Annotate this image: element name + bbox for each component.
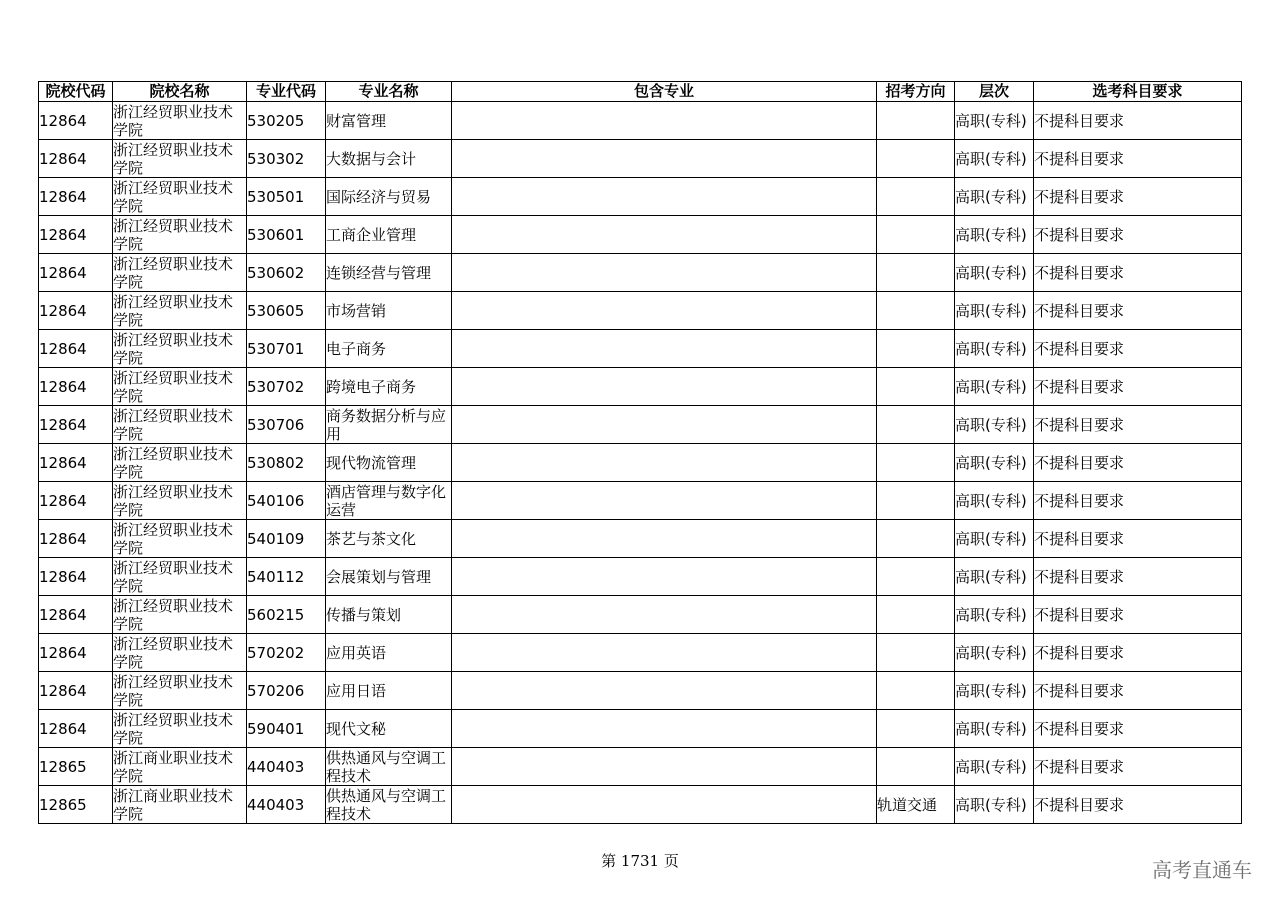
- table-row: [39, 596, 1242, 634]
- cell-includes: [452, 596, 877, 634]
- cell-major-code: 530205: [247, 102, 326, 140]
- cell-major-code: 530706: [247, 406, 326, 444]
- table-row: [39, 406, 1242, 444]
- cell-requirement: 不提科目要求: [1034, 786, 1242, 824]
- cell-school-name: 浙江经贸职业技术学院: [113, 368, 247, 406]
- cell-requirement: 不提科目要求: [1034, 558, 1242, 596]
- cell-level: 高职(专科): [955, 254, 1034, 292]
- table-row: [39, 178, 1242, 216]
- table-row: [39, 140, 1242, 178]
- cell-level: 高职(专科): [955, 634, 1034, 672]
- cell-major-name: 连锁经营与管理: [326, 254, 452, 292]
- cell-includes: [452, 216, 877, 254]
- cell-includes: [452, 368, 877, 406]
- table-row: [39, 558, 1242, 596]
- cell-requirement: 不提科目要求: [1034, 178, 1242, 216]
- cell-requirement: 不提科目要求: [1034, 368, 1242, 406]
- cell-school-code: 12864: [39, 368, 113, 406]
- cell-major-code: 570202: [247, 634, 326, 672]
- table-row: [39, 330, 1242, 368]
- cell-major-code: 530802: [247, 444, 326, 482]
- cell-major-code: 530602: [247, 254, 326, 292]
- cell-requirement: 不提科目要求: [1034, 520, 1242, 558]
- cell-school-code: 12864: [39, 292, 113, 330]
- table-row: [39, 368, 1242, 406]
- cell-school-code: 12864: [39, 102, 113, 140]
- cell-major-name: 工商企业管理: [326, 216, 452, 254]
- cell-major-code: 560215: [247, 596, 326, 634]
- cell-level: 高职(专科): [955, 140, 1034, 178]
- cell-school-name: 浙江经贸职业技术学院: [113, 672, 247, 710]
- cell-school-name: 浙江经贸职业技术学院: [113, 406, 247, 444]
- cell-school-code: 12865: [39, 748, 113, 786]
- cell-major-code: 440403: [247, 786, 326, 824]
- cell-major-code: 540106: [247, 482, 326, 520]
- cell-school-name: 浙江经贸职业技术学院: [113, 178, 247, 216]
- table-row: [39, 634, 1242, 672]
- cell-major-name: 酒店管理与数字化运营: [326, 482, 452, 520]
- cell-direction: [877, 330, 955, 368]
- cell-level: 高职(专科): [955, 406, 1034, 444]
- table-row: [39, 482, 1242, 520]
- cell-major-name: 财富管理: [326, 102, 452, 140]
- admissions-table: [38, 81, 1242, 824]
- cell-school-name: 浙江经贸职业技术学院: [113, 330, 247, 368]
- cell-direction: [877, 216, 955, 254]
- cell-direction: [877, 558, 955, 596]
- cell-level: 高职(专科): [955, 368, 1034, 406]
- cell-includes: [452, 178, 877, 216]
- cell-direction: [877, 520, 955, 558]
- cell-major-name: 会展策划与管理: [326, 558, 452, 596]
- cell-includes: [452, 558, 877, 596]
- cell-direction: [877, 254, 955, 292]
- cell-includes: [452, 330, 877, 368]
- cell-direction: [877, 748, 955, 786]
- cell-major-name: 市场营销: [326, 292, 452, 330]
- table-row: [39, 672, 1242, 710]
- cell-level: 高职(专科): [955, 444, 1034, 482]
- cell-major-code: 440403: [247, 748, 326, 786]
- cell-level: 高职(专科): [955, 558, 1034, 596]
- cell-requirement: 不提科目要求: [1034, 444, 1242, 482]
- cell-includes: [452, 748, 877, 786]
- cell-school-name: 浙江经贸职业技术学院: [113, 558, 247, 596]
- cell-level: 高职(专科): [955, 292, 1034, 330]
- cell-major-code: 530702: [247, 368, 326, 406]
- cell-school-code: 12864: [39, 444, 113, 482]
- cell-direction: [877, 672, 955, 710]
- cell-school-name: 浙江经贸职业技术学院: [113, 216, 247, 254]
- cell-major-name: 商务数据分析与应用: [326, 406, 452, 444]
- table-row: [39, 444, 1242, 482]
- table-body: [39, 102, 1242, 824]
- cell-major-name: 现代文秘: [326, 710, 452, 748]
- cell-direction: [877, 634, 955, 672]
- cell-school-code: 12864: [39, 672, 113, 710]
- cell-requirement: 不提科目要求: [1034, 292, 1242, 330]
- cell-requirement: 不提科目要求: [1034, 596, 1242, 634]
- cell-includes: [452, 140, 877, 178]
- cell-school-name: 浙江经贸职业技术学院: [113, 444, 247, 482]
- cell-requirement: 不提科目要求: [1034, 330, 1242, 368]
- cell-direction: [877, 368, 955, 406]
- cell-requirement: 不提科目要求: [1034, 216, 1242, 254]
- cell-school-name: 浙江经贸职业技术学院: [113, 520, 247, 558]
- cell-school-name: 浙江经贸职业技术学院: [113, 102, 247, 140]
- cell-school-code: 12864: [39, 710, 113, 748]
- cell-includes: [452, 406, 877, 444]
- cell-direction: [877, 596, 955, 634]
- cell-direction: [877, 444, 955, 482]
- cell-includes: [452, 292, 877, 330]
- table-row: [39, 748, 1242, 786]
- cell-level: 高职(专科): [955, 102, 1034, 140]
- cell-level: 高职(专科): [955, 216, 1034, 254]
- cell-direction: [877, 710, 955, 748]
- header-direction: 招考方向: [877, 82, 955, 102]
- table-row: [39, 520, 1242, 558]
- header-requirement: 选考科目要求: [1034, 82, 1242, 102]
- cell-includes: [452, 102, 877, 140]
- cell-direction: [877, 102, 955, 140]
- table-row: [39, 292, 1242, 330]
- cell-major-code: 530501: [247, 178, 326, 216]
- cell-school-code: 12864: [39, 482, 113, 520]
- cell-school-name: 浙江经贸职业技术学院: [113, 634, 247, 672]
- header-row: [39, 82, 1242, 102]
- header-school-code: 院校代码: [39, 82, 113, 102]
- cell-school-name: 浙江经贸职业技术学院: [113, 140, 247, 178]
- cell-includes: [452, 444, 877, 482]
- cell-major-name: 供热通风与空调工程技术: [326, 748, 452, 786]
- table-row: [39, 254, 1242, 292]
- cell-level: 高职(专科): [955, 786, 1034, 824]
- cell-direction: [877, 178, 955, 216]
- cell-school-code: 12864: [39, 178, 113, 216]
- cell-requirement: 不提科目要求: [1034, 672, 1242, 710]
- cell-level: 高职(专科): [955, 482, 1034, 520]
- cell-level: 高职(专科): [955, 520, 1034, 558]
- cell-includes: [452, 672, 877, 710]
- header-major-name: 专业名称: [326, 82, 452, 102]
- cell-school-code: 12864: [39, 216, 113, 254]
- cell-major-name: 供热通风与空调工程技术: [326, 786, 452, 824]
- cell-requirement: 不提科目要求: [1034, 406, 1242, 444]
- header-school-name: 院校名称: [113, 82, 247, 102]
- cell-major-code: 540112: [247, 558, 326, 596]
- cell-major-name: 应用英语: [326, 634, 452, 672]
- cell-requirement: 不提科目要求: [1034, 102, 1242, 140]
- watermark: 高考直通车: [1152, 858, 1252, 882]
- cell-school-name: 浙江经贸职业技术学院: [113, 292, 247, 330]
- cell-major-name: 现代物流管理: [326, 444, 452, 482]
- cell-direction: 轨道交通: [877, 786, 955, 824]
- cell-major-name: 应用日语: [326, 672, 452, 710]
- cell-includes: [452, 786, 877, 824]
- cell-includes: [452, 520, 877, 558]
- cell-major-code: 530605: [247, 292, 326, 330]
- cell-major-code: 530701: [247, 330, 326, 368]
- cell-level: 高职(专科): [955, 748, 1034, 786]
- cell-major-name: 跨境电子商务: [326, 368, 452, 406]
- cell-level: 高职(专科): [955, 672, 1034, 710]
- cell-major-code: 570206: [247, 672, 326, 710]
- header-major-code: 专业代码: [247, 82, 326, 102]
- cell-direction: [877, 140, 955, 178]
- cell-major-code: 540109: [247, 520, 326, 558]
- page-number: 第 1731 页: [601, 852, 679, 870]
- cell-level: 高职(专科): [955, 178, 1034, 216]
- header-level: 层次: [955, 82, 1034, 102]
- cell-school-name: 浙江经贸职业技术学院: [113, 710, 247, 748]
- cell-direction: [877, 292, 955, 330]
- cell-requirement: 不提科目要求: [1034, 254, 1242, 292]
- cell-school-name: 浙江经贸职业技术学院: [113, 254, 247, 292]
- cell-major-name: 茶艺与茶文化: [326, 520, 452, 558]
- cell-school-code: 12864: [39, 634, 113, 672]
- cell-includes: [452, 634, 877, 672]
- header-includes: 包含专业: [452, 82, 877, 102]
- cell-level: 高职(专科): [955, 330, 1034, 368]
- table-row: [39, 216, 1242, 254]
- cell-direction: [877, 482, 955, 520]
- cell-school-code: 12864: [39, 140, 113, 178]
- cell-school-name: 浙江商业职业技术学院: [113, 786, 247, 824]
- cell-school-code: 12864: [39, 406, 113, 444]
- cell-level: 高职(专科): [955, 596, 1034, 634]
- table-row: [39, 786, 1242, 824]
- table-row: [39, 710, 1242, 748]
- cell-school-code: 12864: [39, 330, 113, 368]
- cell-major-code: 530302: [247, 140, 326, 178]
- cell-school-name: 浙江经贸职业技术学院: [113, 596, 247, 634]
- cell-major-name: 国际经济与贸易: [326, 178, 452, 216]
- cell-school-name: 浙江商业职业技术学院: [113, 748, 247, 786]
- cell-requirement: 不提科目要求: [1034, 140, 1242, 178]
- cell-requirement: 不提科目要求: [1034, 710, 1242, 748]
- cell-school-code: 12864: [39, 558, 113, 596]
- cell-school-name: 浙江经贸职业技术学院: [113, 482, 247, 520]
- cell-includes: [452, 710, 877, 748]
- cell-major-name: 电子商务: [326, 330, 452, 368]
- cell-requirement: 不提科目要求: [1034, 634, 1242, 672]
- cell-school-code: 12864: [39, 596, 113, 634]
- cell-school-code: 12865: [39, 786, 113, 824]
- cell-school-code: 12864: [39, 520, 113, 558]
- cell-level: 高职(专科): [955, 710, 1034, 748]
- cell-major-name: 大数据与会计: [326, 140, 452, 178]
- cell-major-code: 590401: [247, 710, 326, 748]
- cell-major-code: 530601: [247, 216, 326, 254]
- cell-includes: [452, 482, 877, 520]
- cell-requirement: 不提科目要求: [1034, 482, 1242, 520]
- cell-direction: [877, 406, 955, 444]
- cell-major-name: 传播与策划: [326, 596, 452, 634]
- cell-school-code: 12864: [39, 254, 113, 292]
- table-row: [39, 102, 1242, 140]
- table-header: [39, 82, 1242, 102]
- cell-requirement: 不提科目要求: [1034, 748, 1242, 786]
- cell-includes: [452, 254, 877, 292]
